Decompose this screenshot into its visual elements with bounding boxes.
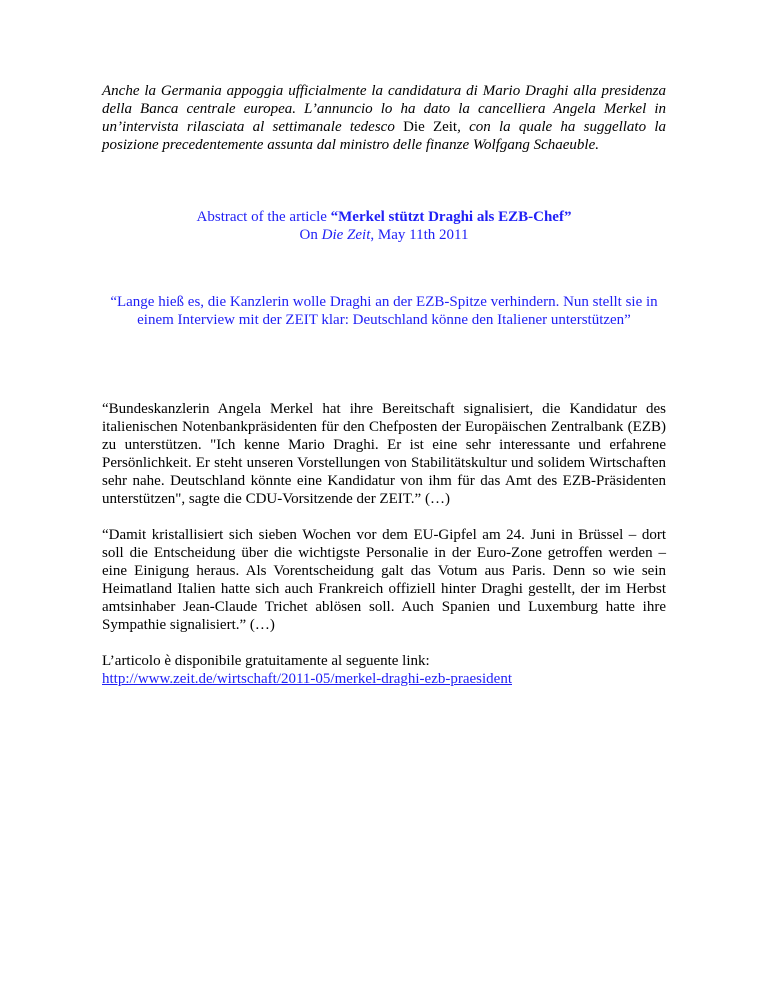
article-link[interactable]: http://www.zeit.de/wirtschaft/2011-05/merkel-draghi-ezb-praesident	[102, 671, 512, 687]
abstract-title-line	[102, 208, 666, 226]
abstract-article-title: “Merkel stützt Draghi als EZB-Chef”	[330, 209, 572, 225]
quote-paragraph-2: “Damit kristallisiert sich sieben Wochen vor dem EU-Gipfel am 24. Juni in Brüssel – dort soll die Entscheidung über die wichtigste Personalie in der Euro-Zone getroffen werden – eine Einigung heraus. Als Vorentscheidung galt das Votum aus Paris. Denn so wie sein Heimatland Italien hatte sich auch Frankreich offiziell hinter Draghi gestellt, der im Herbst amtsinhaber Jean-Claude Trichet ablösen soll. Auch Spanien und Luxemburg hatte ihre Sympathie signalisiert.” (…)	[102, 527, 666, 633]
quote-paragraph-1: “Bundeskanzlerin Angela Merkel hat ihre Bereitschaft signalisiert, die Kandidatur des italienischen Notenbankpräsidenten für den Chefposten der Europäischen Zentralbank (EZB) zu unterstützen. "Ich kenne Mario Draghi. Er ist eine sehr interessante und erfahrene Persönlichkeit. Er steht unseren Vorstellungen von Stabilitätskultur und solidem Wirtschaften sehr nahe. Deutschland könnte eine Kandidatur von ihm für das Amt des EZB-Präsidenten unterstützen", sagte die CDU-Vorsitzende der ZEIT.” (…)	[102, 401, 666, 507]
link-intro-text: L’articolo è disponibile gratuitamente al seguente link:	[102, 653, 430, 669]
abstract-date: , May 11th 2011	[370, 227, 469, 243]
article-subtitle: “Lange hieß es, die Kanzlerin wolle Draghi an der EZB-Spitze verhindern. Nun stellt sie in einem Interview mit der ZEIT klar: Deutschland könne den Italiener unterstützen”	[110, 294, 658, 328]
intro-paragraph	[102, 82, 666, 154]
intro-publication: Die Zeit	[403, 119, 458, 135]
abstract-prefix: Abstract of the article	[196, 209, 331, 225]
link-section	[102, 652, 666, 688]
abstract-on-prefix: On	[299, 227, 322, 243]
intro-text-before: Anche la Germania appoggia ufficialmente la candidatura di Mario Draghi alla presidenza della Banca centrale europea. L’annuncio lo ha dato la cancelliera Angela Merkel in un’intervista rilasciata al settimanale tedesco	[102, 83, 666, 135]
abstract-source-line	[102, 226, 666, 244]
intro-text-after: , con la quale ha suggellato la posizione precedentemente assunta dal ministro delle finanze Wolfgang Schaeuble.	[102, 119, 666, 153]
abstract-heading	[102, 208, 666, 244]
abstract-publication: Die Zeit	[321, 227, 371, 243]
